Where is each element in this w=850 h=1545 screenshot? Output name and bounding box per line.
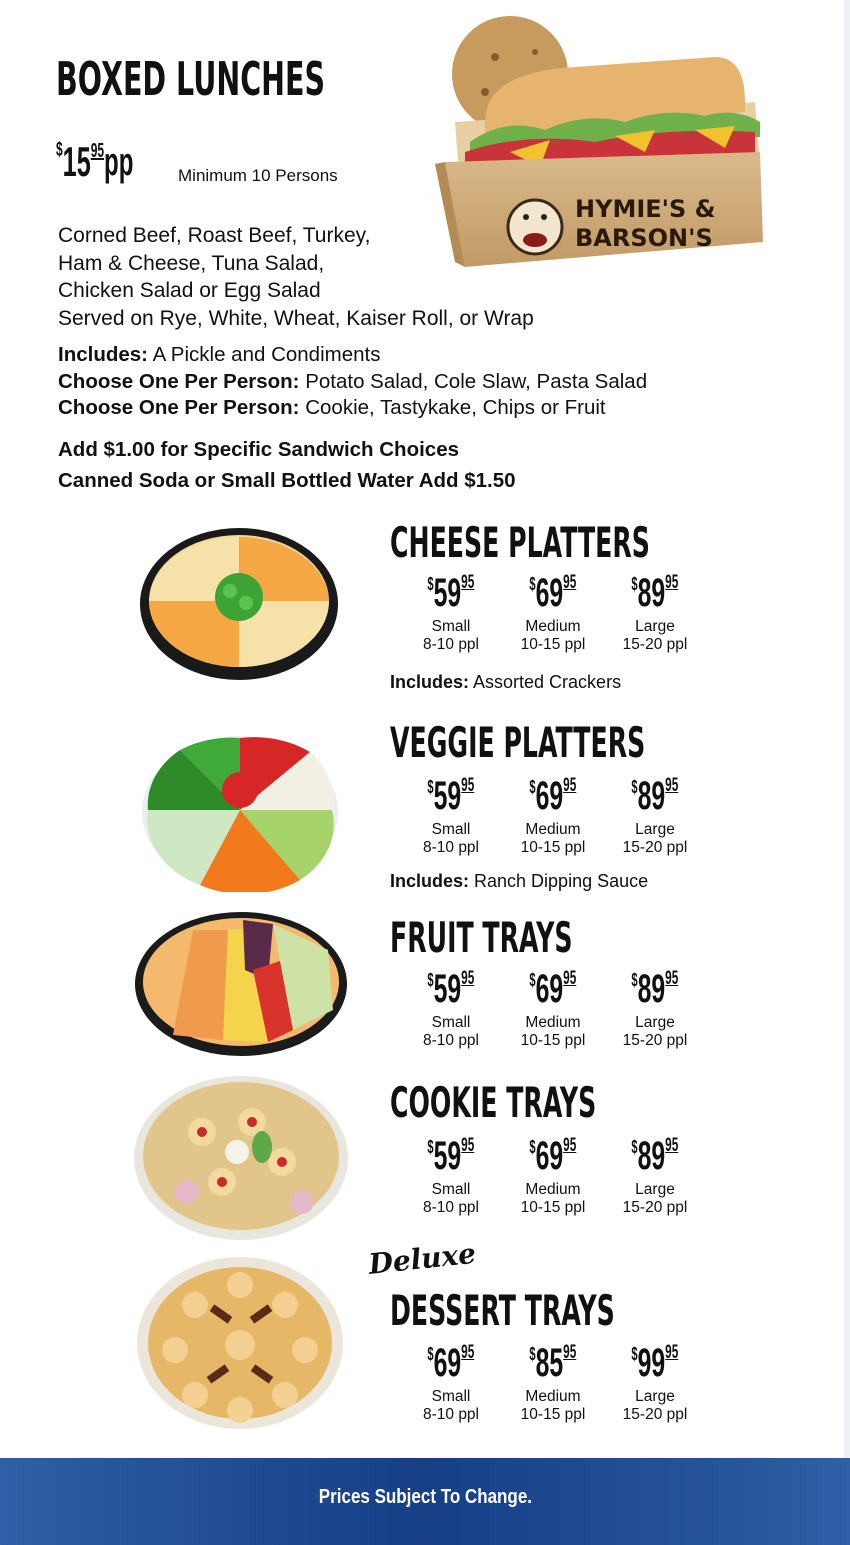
- price-whole: 59: [433, 1134, 462, 1178]
- size-label: Small: [431, 1181, 471, 1198]
- choose-text: Cookie, Tastykake, Chips or Fruit: [299, 396, 606, 419]
- price-dollar-sign: $: [427, 777, 434, 797]
- people-count: 15-20 ppl: [622, 839, 688, 856]
- people-count: 10-15 ppl: [520, 839, 586, 856]
- choose-label: Choose One Per Person:: [58, 369, 300, 393]
- veggie-platter-image: [140, 720, 340, 892]
- price-whole: 89: [637, 571, 666, 615]
- boxed-item-line: Served on Rye, White, Wheat, Kaiser Roll, or Wrap: [58, 306, 534, 330]
- price-dollar-sign: $: [427, 1137, 434, 1157]
- includes-line: [58, 342, 647, 369]
- price-whole: 59: [433, 774, 462, 818]
- people-count: 8-10 ppl: [422, 1199, 479, 1216]
- cookie-trays-title: COOKIE TRAYS: [390, 1078, 597, 1127]
- price-whole: 99: [637, 1341, 666, 1385]
- price-option-small: [400, 572, 502, 654]
- price-dollar-sign: $: [529, 1344, 536, 1364]
- price-whole: 69: [535, 774, 564, 818]
- price-option-small: [400, 1342, 502, 1424]
- price-option-medium: [502, 1135, 604, 1217]
- price-whole: 69: [535, 571, 564, 615]
- price-cents: 95: [563, 1342, 577, 1363]
- price-cents: 95: [665, 968, 679, 989]
- price-option-large: [604, 572, 706, 654]
- price-dollar-sign: $: [631, 1137, 638, 1157]
- brand-line-1: HYMIE'S &: [575, 195, 716, 223]
- people-count: 10-15 ppl: [520, 636, 586, 653]
- price-option-medium: [502, 572, 604, 654]
- boxed-lunches-price: [56, 140, 185, 184]
- price-cents: 95: [665, 1342, 679, 1363]
- boxed-addons: [58, 434, 516, 496]
- price-whole: 85: [535, 1341, 564, 1385]
- size-label: Medium: [525, 1388, 581, 1405]
- price-option-medium: [502, 968, 604, 1050]
- price-cents: 95: [461, 1342, 475, 1363]
- price-option-small: [400, 968, 502, 1050]
- people-count: 15-20 ppl: [622, 1032, 688, 1049]
- boxed-includes: [58, 342, 647, 422]
- price-option-large: [604, 1135, 706, 1217]
- price-cents: 95: [563, 968, 577, 989]
- price-dollar-sign: $: [427, 574, 434, 594]
- price-cents: 95: [665, 775, 679, 796]
- price-cents: 95: [461, 775, 475, 796]
- price-cents: 95: [665, 1135, 679, 1156]
- size-label: Large: [635, 618, 675, 635]
- price-whole: 89: [637, 774, 666, 818]
- price-dollar-sign: $: [427, 970, 434, 990]
- price-whole: 59: [433, 967, 462, 1011]
- size-label: Medium: [525, 821, 581, 838]
- footer-banner: [0, 1458, 850, 1545]
- includes-label: Includes:: [390, 672, 470, 692]
- people-count: 10-15 ppl: [520, 1406, 586, 1423]
- boxed-item-line: Corned Beef, Roast Beef, Turkey,: [58, 224, 371, 247]
- choose-snack-line: [58, 395, 647, 422]
- price-cents: 95: [461, 572, 475, 593]
- cheese-platters-title: CHEESE PLATTERS: [390, 518, 650, 567]
- fruit-trays-title: FRUIT TRAYS: [390, 913, 573, 962]
- veggie-platters-title: VEGGIE PLATTERS: [390, 718, 646, 767]
- size-label: Large: [635, 1388, 675, 1405]
- choose-side-line: [58, 369, 647, 396]
- size-label: Medium: [525, 1181, 581, 1198]
- price-option-large: [604, 775, 706, 857]
- footer-note-text: Prices Subject To Change.: [318, 1486, 532, 1508]
- size-label: Small: [431, 1388, 471, 1405]
- size-label: Large: [635, 1181, 675, 1198]
- minimum-note: Minimum 10 Persons: [178, 166, 338, 185]
- price-cents: 95: [461, 968, 475, 989]
- price-option-large: [604, 1342, 706, 1424]
- dessert-trays-prices: [400, 1342, 706, 1424]
- people-count: 15-20 ppl: [622, 1406, 688, 1423]
- size-label: Medium: [525, 1014, 581, 1031]
- price-option-small: [400, 1135, 502, 1217]
- people-count: 8-10 ppl: [422, 1406, 479, 1423]
- includes-text: A Pickle and Condiments: [148, 343, 381, 366]
- price-cents: 95: [461, 1135, 475, 1156]
- addon-line: Add $1.00 for Specific Sandwich Choices: [58, 438, 460, 461]
- price-dollar-sign: $: [529, 574, 536, 594]
- includes-label: Includes:: [58, 343, 148, 366]
- price-option-large: [604, 968, 706, 1050]
- price-dollar-sign: $: [631, 574, 638, 594]
- veggie-platters-prices: [400, 775, 706, 857]
- people-count: 8-10 ppl: [422, 636, 479, 653]
- price-dollar-sign: $: [631, 777, 638, 797]
- people-count: 8-10 ppl: [422, 1032, 479, 1049]
- brand-line-2: BARSON'S: [575, 224, 713, 252]
- price-cents: 95: [563, 1135, 577, 1156]
- choose-label: Choose One Per Person:: [58, 396, 300, 419]
- people-count: 8-10 ppl: [422, 839, 479, 856]
- price-whole: 89: [637, 1134, 666, 1178]
- price-whole: 69: [535, 1134, 564, 1178]
- boxed-item-line: Chicken Salad or Egg Salad: [58, 279, 321, 302]
- veggie-includes: [390, 871, 648, 892]
- price-option-medium: [502, 1342, 604, 1424]
- includes-text: Ranch Dipping Sauce: [469, 871, 649, 891]
- price-cents: 95: [563, 775, 577, 796]
- price-cents: 95: [665, 572, 679, 593]
- cheese-platters-prices: [400, 572, 706, 654]
- price-option-small: [400, 775, 502, 857]
- cheese-includes: [390, 672, 621, 693]
- size-label: Small: [431, 618, 471, 635]
- size-label: Large: [635, 1014, 675, 1031]
- price-dollar-sign: $: [427, 1344, 434, 1364]
- price-whole: 15: [62, 138, 91, 185]
- price-whole: 69: [535, 967, 564, 1011]
- includes-label: Includes:: [390, 871, 470, 891]
- includes-text: Assorted Crackers: [469, 672, 622, 692]
- cookie-trays-prices: [400, 1135, 706, 1217]
- price-option-medium: [502, 775, 604, 857]
- sandwich-box-image: [425, 12, 770, 267]
- price-dollar-sign: $: [631, 1344, 638, 1364]
- size-label: Large: [635, 821, 675, 838]
- people-count: 10-15 ppl: [520, 1032, 586, 1049]
- page-edge: [844, 0, 850, 1460]
- fruit-trays-prices: [400, 968, 706, 1050]
- addon-line: Canned Soda or Small Bottled Water Add $1.50: [58, 469, 516, 492]
- dessert-tray-image: [135, 1255, 345, 1431]
- price-dollar-sign: $: [529, 970, 536, 990]
- people-count: 15-20 ppl: [622, 1199, 688, 1216]
- price-whole: 89: [637, 967, 666, 1011]
- price-dollar-sign: $: [631, 970, 638, 990]
- choose-text: Potato Salad, Cole Slaw, Pasta Salad: [299, 369, 648, 393]
- people-count: 15-20 ppl: [622, 636, 688, 653]
- fruit-tray-image: [133, 910, 349, 1058]
- cheese-platter-image: [138, 525, 340, 683]
- price-dollar-sign: $: [529, 1137, 536, 1157]
- size-label: Small: [431, 1014, 471, 1031]
- size-label: Medium: [525, 618, 581, 635]
- price-cents: 95: [563, 572, 577, 593]
- cookie-tray-image: [132, 1072, 350, 1242]
- price-dollar-sign: $: [56, 139, 63, 161]
- dessert-trays-title: DESSERT TRAYS: [390, 1286, 615, 1335]
- price-unit: pp: [104, 140, 134, 184]
- price-whole: 69: [433, 1341, 462, 1385]
- size-label: Small: [431, 821, 471, 838]
- people-count: 10-15 ppl: [520, 1199, 586, 1216]
- boxed-lunches-title: BOXED LUNCHES: [56, 52, 326, 106]
- deluxe-label: Deluxe: [367, 1236, 478, 1281]
- footer-note: [0, 1486, 850, 1509]
- boxed-item-line: Ham & Cheese, Tuna Salad,: [58, 251, 325, 275]
- price-whole: 59: [433, 571, 462, 615]
- price-cents: 95: [90, 140, 105, 162]
- price-dollar-sign: $: [529, 777, 536, 797]
